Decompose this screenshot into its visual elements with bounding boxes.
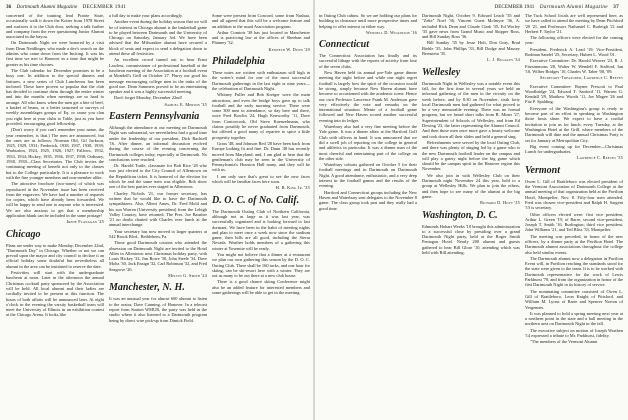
article-paragraph: Hartford and Connecticut groups including the New Haven and Waterbury sent delegates to the November 8 game. The class group took part and they really had a good time. (319, 189, 417, 211)
byline-signature: Wendell D. Wilkinson '16 (365, 29, 417, 35)
left-magazine-name: Dartmouth Alumni Magazine (16, 4, 78, 10)
left-column-2 (109, 13, 207, 413)
article-paragraph: Edmonds Hobart Weeks '10 brought this administration to a successful close by presiding over a grand Dartmouth Night party, held at the Roger Smith Pentagon Hotel. Nearly 200 alumni and guests gathered to hear Bill Glose '10, attending which was held with Bill attending. (422, 223, 520, 255)
article-paragraph: The executive subject on motion of Joseph Worthen '14 expressed a tribute to Mr. Parkhurst, fidelity. (525, 327, 623, 339)
byline-signature: H. B. King Jr. '35 (275, 185, 310, 191)
article-paragraph: Other officers elected were: first vice president, Arthur L. Green '19; of Barre, second vice-president, Joseph T. Smith '16, Burlington; third vice president, John Williams '21, and Ted Bliss '33, Montpelier. (525, 211, 623, 233)
byline-signature: L. J. Ruggles '34 (487, 57, 520, 63)
left-page (6, 4, 310, 416)
section-heading: Washington, D. C. (422, 209, 498, 221)
right-column-2 (422, 13, 520, 413)
section-heading: Manchester, N. H. (109, 282, 185, 294)
byline-signature: Richard D. Hoyt '35 (480, 200, 520, 206)
article-paragraph: The Dartmouth Outing Club of Northern California, although not as large as it was last year, was successfully organized and is looking forward to fast dormant. We have been in the habit of meeting nights and plan to meet once a week now since the stadium game, then hills are all good, including the Sierra Nevada. Weather holds members of a gathering this winter at Yosemite will be ready. (212, 208, 310, 251)
left-running-head (6, 4, 310, 13)
article-paragraph: The Dartmouth alumni now a delegation in Pavilion Event will, in Pavilion reaching the standards stood for the state were given to the team. It is to be worked with Dartmouth representative for the work of Lewis Parkhurst '78, and from the organization in honor of the first Dartmouth Night in its history of service. (525, 255, 623, 288)
article-paragraph: It was an unusual year for almost 600 alumni to listen to the orator, Dave Cunning, of Hanover. In a telecast report from Station WMUR, the party was held in the studio where it also listened to a Dartmouth program being by direct wire pick-up from Dimick Field. (109, 296, 207, 323)
article-paragraph: Bill Sunday '35 by Jesse Holt, Don Gray, Brad Biehle '35, John Phillips '33, Bill Dodge and Massey Bernstein '35. (422, 40, 520, 57)
article-paragraph: in Outing Club cabins. So we are holding our plans for building in clearance until more prospective times and helping to offer interest in either way. (319, 13, 417, 29)
right-magazine-name: Dartmouth Alumni Magazine (539, 4, 608, 10)
article-paragraph: The nominating committee consisted of Owen L. Gill of Brattleboro, Leon Knight of Pittsford, and William M. Lyons of Barre and Spencer Norton of Vergennes. (525, 288, 623, 310)
article-paragraph: Another event during the holiday season that we will be of interest in Chicago alumni is the basketball game to be played between Dartmouth and the University of Chicago on Saturday, January 3rd. We have been advised that the Milwaukee alumni have secured a block of seats and expect to send a delegation down to attend these all festivities. (109, 19, 207, 57)
section-heading: Eastern Pennsylvania (109, 111, 200, 123)
article-paragraph: Those good Dartmouth cousins who attended the obsession on Dartmouth Night are invited to the Hotel Allen in Allentown next Christmas holiday party, with Louis Hickey '32, Jim Rowe '30, John Steele '34, Dave Moltz '30, Jack Ensign '32, Carl Robinson '32, and Fred Seagrove '26. (109, 240, 207, 272)
right-columns (319, 13, 623, 413)
section-heading: Philadelphia (212, 56, 265, 68)
article-paragraph: New Haven held its annual pre-Yale game dinner meeting the night before and while one night regret football is largely how the spirit of the occasion would be strong, simply because New Haven alumni have become so accustomed with the academic scene. Hence our own Professor Lawrence Frank M. Anderson gave very effectively the vote and remarks on the international situation. Mento of a football game followed and New Haven scored another successful evening into its ledger. (319, 70, 417, 123)
article-paragraph: Festivities will start with the undergraduate luncheon at noon. Later in the afternoon the annual Christmas cocktail party sponsored by the Association will be held. All local alumni and their ladies are cordially invited to be present at this function. The hours of both affairs will be announced later. At eight o'clock in the evening the varsity basketball team will meet the University of Illinois in an exhibition contest at the Chicago Arena. It looks like (6, 270, 104, 318)
right-column-3 (525, 13, 623, 413)
article-paragraph: The Club calendar for December promises to be a busy one. In addition to the special dinners and features, a new series of Club Luncheons has been inclosed. These have proven so popular that the club has decided to continue them through the entire winter and into the months when meetings are so hard to arrange. All who know when the men get a bite of beef, a basket of beans, or a better seasoned or surveys of weekly assemblages groups of Eq. or cause you clan you right here at your clubs to Table, just as you have provided, encouraging good fellowship. (6, 67, 104, 126)
article-paragraph: An excellent crowd turned out to hear Ernst Lawless, commissioner of professional baseball at the luncheon meeting of the Association at a football event at Mondell's Grill on October 27. Flurry our good his message encouraging college men in the tasks of the good use. Dean Sammers proved to be an entertaining speaker and it was a highly successful meeting. (109, 57, 207, 95)
article-paragraph: The Connecticut Association has finally and its successful lithage with the reports of activity from four of the seven clubs. (319, 53, 417, 69)
article-paragraph: Waterbury cohorts gathered on October 5 for their football meetings and in Dartmouth on Dartmouth Night. A good attendance, enthusiastic, and a very deep interest in the football games and the results of the evening. (319, 162, 417, 189)
left-column-3 (212, 13, 310, 413)
section-heading: Connecticut (319, 39, 370, 51)
article-paragraph: Charley Nichols '21, our former secretary, has written that he would like to have the Dartmouth sympathizers. Also, Albert Ames, Dr. Fred Mold and his son Warren (University president) from the Lehigh Valley Country, have returned. The Pres. Joe Bausher '21 no doubt chatted with Charles over lunch at the annual interchange. (109, 190, 207, 228)
article-paragraph: Dr. Harold Tuttle, classmate for Bob Rice '28 who was just elected to the City Council of Allentown on the Republican ticket. It is honored of the election for which he and the same men was eligible. Bob show one of the best parties ever staged in Allentown. (109, 163, 207, 190)
article-paragraph: There is a good chance skiing Conference might also be an added feature for interested members and some gatherings will be able to get in the meeting. (212, 279, 310, 296)
article-paragraph: Refreshments were served by the local Outing Club, and there was plenty of singing led by a game who is the new Dartmouth football leader on the campus and will play a gaiety night before the big game which should be the campus spirit in the Hanover region this November. (422, 139, 520, 172)
section-heading: D. O. C. of No. Calif. (212, 194, 300, 206)
article-paragraph: These notes are written with enthusiasm still high in the writer's mind for one of the most successful Dartmouth gatherings in the last eight or nine years—the celebration of Dartmouth Night. (212, 70, 310, 91)
article-paragraph: We also join in with Wellesley Club on their Dartmouth night November 24 this year, held to a group at Wellesley Hills. We plan to join the others, and then hope to see many of the alumni at the big game. (422, 172, 520, 199)
article-paragraph: "The members of the Vermont Alumni (530, 339, 598, 345)
byline-signature: Kenneth W. Dunn '29 (268, 46, 310, 52)
article-paragraph: Big event coming up for December—Christmas Lunch for undergraduates. (525, 143, 623, 155)
page-gutter (313, 0, 315, 420)
article-paragraph: Arthur Comtois '38 has just located in Manchester and is practicing law at the offices of Sheehan and Phinney '32. (212, 29, 310, 46)
article-paragraph: Executive Committee: Rayner Prescott to Paul Woodbridge '24, Edward T. Sanford '11, Warren G. Kendall '29, Matthew Woods '11, Joe Magee '26 and Fitz P. Spalding. (525, 83, 623, 105)
article-paragraph: Dartmouth Night in Wellesley was a notable event this fall, for the first time in several years we held an informal gathering of the men in the vicinity on the week before, and by 8:30 on November, sixth forty local Dartmouth men had gathered for what proved to be a very memorable evening. There was no formal program, but we heard short talks from R. Miner '27, Superintendent of Schools of Wellesley, and from Ed Dewing '23, the latter representing the Alumni Council. And then those men once more gave a hearty welcome and took down all their slides and held a general sing. (422, 80, 520, 139)
article-paragraph: Waterbury also had a very fine meeting before the Yale game. It was a dinner affair at the Hartford Golf Club with officers in hand. It was announced that we did a swell job of reporting on the college in general and athletics in particular. It was a dinner man of the most cheerful and entertaining part of the college on the other side. (319, 124, 417, 161)
left-columns (6, 13, 310, 413)
article-paragraph: It was planned to hold a spring meeting next year at a northern point in the state and a ball meeting in the northern area on Dartmouth Night in the fall. (525, 310, 623, 327)
left-issue-date: DECEMBER 1941 (82, 4, 127, 10)
article-paragraph: President, Frederick A. Lead '19; Vice-President, Rodman Sandel '25; Secretary, Hubert L. Wood '01. (525, 46, 623, 58)
section-heading: Chicago (6, 228, 41, 240)
byline-signature: Samuel E. Merwin '35 (164, 101, 207, 107)
article-paragraph: Plans are under way to make Monday, December 22nd, "Dartmouth Day" in Chicago. Whether or not we can prevail upon the mayor and city council to declare it an official holiday some doubtful but nevertheless all alumni in the area can be instituted to reserve the date. (6, 242, 104, 269)
right-issue-date: DECEMBER 1941 (494, 4, 535, 10)
right-running-head (319, 4, 623, 13)
article-paragraph: The Tuck School locals are well represented here, as we have called to attend the meeting by Dean Pitchford '20 '21, and Professors Nathaniel C. Burleigh '21 and Herbert F. Taylor '21. (525, 13, 623, 34)
article-paragraph: I am only sure that's great to see the new faces which will be familiar faces here soon. (212, 173, 310, 185)
article-paragraph: concerned of the training lead Prairie State, occasionally walk it down the Kotter from 1978 Street and surfaces it to the Club door, seeking a talk further and company from the ever questioning Junior Alumni associated in the bayou. (6, 13, 104, 40)
article-paragraph: The meeting was preceded, in honor of the new officers, by a dinner party at the Pavilion Hotel. The Dartmouth alumni associations throughout the college also held similar events. (525, 233, 623, 255)
byline-signature: Secretary-Treasurer, Lawrence C. Reeves (540, 75, 623, 81)
section-heading: Vermont (525, 164, 561, 176)
right-column-1 (319, 13, 417, 413)
byline-signature: Melvin G. Smith '24 (168, 273, 207, 279)
byline-signature: Lawrence C. Reeves '35 (576, 155, 623, 161)
article-paragraph: On Dartmouth Night we were honored by a visit from Dean Neidlinger, who made a dev's search on the admins who came down from the Inciting. It was his first time we met to Hanover in a time that might be greater as his time chooses. (6, 40, 104, 67)
article-paragraph: Some were present from Concord, some from Nashua, and all agreed that this will be a welcome feature and an addition to the usual Association program. (212, 13, 310, 29)
right-page-number: 37 (613, 4, 619, 10)
left-column-1 (6, 13, 104, 413)
article-paragraph: (Don't worry if you can't remember your name, the year remember, is that.) The men are announced, but the ones are as follows: Norman Ohl, Gil Jackson, 1925, 1929, 1931; Frederick, 1938, 1937, 1938, 1939; Warburton, 1924, 1925, 1926, 1927; Fallows, 1932, 1933, 1934; Hickey, 1935, 1936, 1937, 1938; Ordinary, 1938, 1939—Class Secretaries. The Club invites the continuing meeting of benefit not only to the classes but to the College particularly. It is a pleasure to work with the fine younger members and non-member alike. (6, 127, 104, 180)
left-page-number: 36 (6, 4, 12, 10)
article-paragraph: Executive Committee: Dr. Harold Weaver '23, R. J. Fitzsimmons '28, Walter W. Wendell F. Stafford, Ian '10, Wilber Bridges '10, Charles W. Taber '00, '09. (525, 58, 623, 74)
article-paragraph: Owen L. Gill of Brattleboro was elected president of the Vermont Association of Dartmouth College at the annual meeting of that organization held at the Pavilion Hotel, Montpelier, Nov. 8. Fifty-four men attended. Fred was chosen vice-president and Ralph H. Sargent '15 is secretary. (525, 178, 623, 211)
section-heading: Wellesley (422, 66, 461, 78)
article-paragraph: Although the attendance at our meeting on Dartmouth Night was substantial, we nevertheless had a good time under the leadership of our president, Dick Bachtell '16. After dinner, an informal discussion evolved during the course of the evening concerning the Dartmouth colleges today, especially at Dartmouth. No conclusions were reached. (109, 125, 207, 162)
article-paragraph: You might not believe that a dinner at a restaurant we plan our own gathering this season by the D. O. C. Outing Club. There shall be 160 tacks, and one hour for skiing, can be ski-resort here with a winter. They are out as many to be out there at a new club house. (212, 251, 310, 279)
article-paragraph: Your secretary has now moved to larger quarters at 542 Brook Blvd., Bethlehem, Pa. (109, 228, 207, 239)
byline-signature: Irene Flanagan '25 (66, 219, 104, 225)
article-paragraph: The following officers were elected for the coming year: (525, 35, 623, 46)
article-paragraph: Everyone of the Washington's group is ready to become part of an effort in speaking to Washington those hosts share. We expect to have a cordial invitation to join us for lunch, every Tuesday, at the Washington Hotel at the Grill, where members of the Dartmouth will dine and the annual Christmas Party is set for January at Metropolitan City. (525, 105, 623, 143)
right-page (319, 4, 623, 416)
article-paragraph: Dartmouth Night, October 9. Edward Leach '35 and "Zeke" Noel '36, Vincent Guest McIntyre '36, A. included Rick Dean and Claude Clark '35, Ed Worley '35 gave news from Grand Music and Skipper Ross, and Bill Sunday Ross '36. (422, 13, 520, 40)
article-paragraph: Don't forget Monday, December 22nd! (114, 95, 183, 101)
article-paragraph: The attractive brochure (two-tones) of which was reproduced in the November issue has been received from the engravers. We have had a number of requests for copies, which have already been forwarded. We will be happy to send one to anyone who is interested. We are also anxious to get that a membership application blank can be included in the same postage! (6, 181, 104, 218)
article-paragraph: Whitney Fuller and Bob Kreiger were the main attractions, and even the bridge boys gave up to talk football and the early morning service. There were some 300 men in attendance, so day here and there, wore Fred Bowlin '24, Hugh Kenworthy '11, Dave from Contoocook, Old Steve Kuenzelmann, who claims possibly he never graduated from Dartmouth, but offered a good many of repartee to spice a little prosperity together. (212, 92, 310, 140)
article-paragraph: Grass '48, and Johnson Red '28 have been back from Europe looking fit and fine. Dr. Dunn '48 has recently moved from Maryland, and, I am glad to hear that the gentleman's club may be seen in the University of Pennsylvania's Houston Hall many, and they will be with us. (212, 140, 310, 173)
article-paragraph: a full day to make your plans accordingly. (109, 13, 183, 18)
